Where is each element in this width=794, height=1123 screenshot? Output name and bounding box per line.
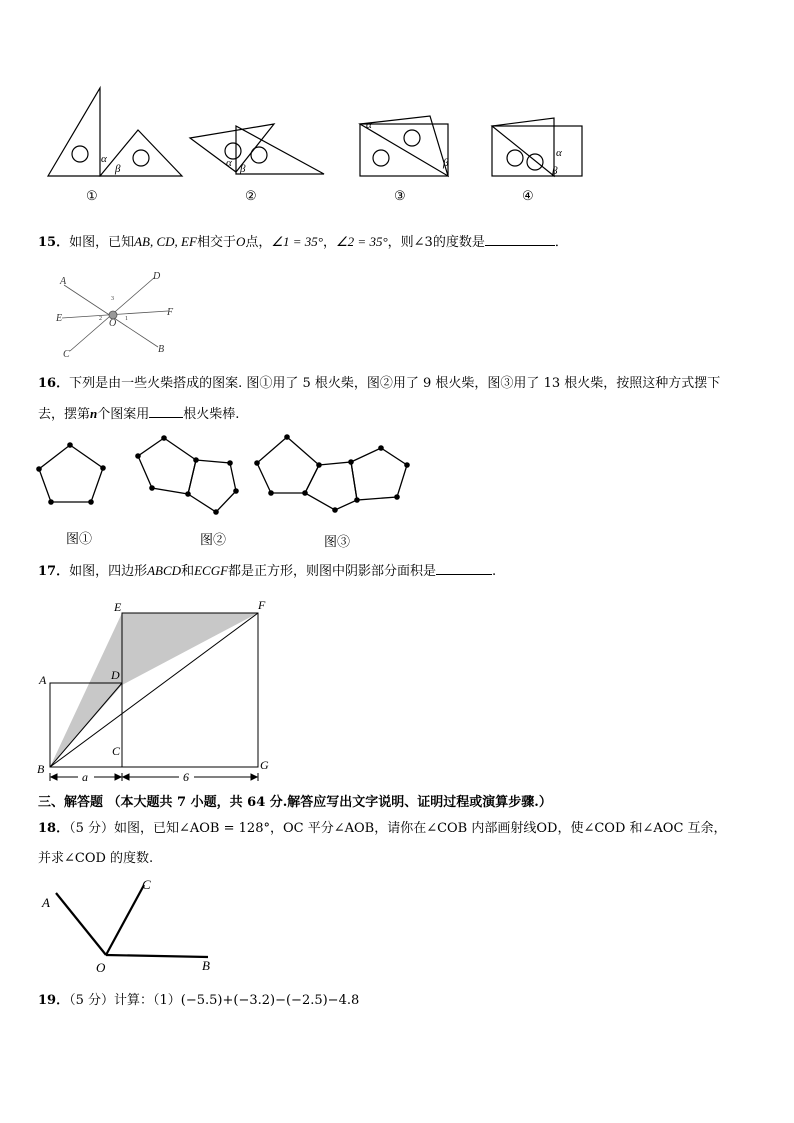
svg-text:F: F — [167, 307, 174, 318]
q17-figure — [34, 595, 284, 787]
svg-text:A: A — [39, 673, 47, 687]
q14-label-3: ③ — [394, 188, 406, 203]
q15-text: 15．如图，已知AB, CD, EF相交于O点，∠1 = 35°，∠2 = 35°，则∠3的度数是 ． — [38, 234, 568, 250]
q14-fig3-alpha: α — [366, 119, 372, 131]
svg-text:B: B — [202, 958, 210, 973]
q14-fig1-triangle-b — [100, 130, 182, 176]
svg-text:3: 3 — [111, 296, 114, 302]
q16-caption-2: 图② — [200, 532, 227, 547]
q14-label-2: ② — [245, 188, 257, 203]
q14-fig1-triangle-a — [48, 88, 100, 176]
q14-figures — [40, 80, 600, 208]
svg-text:O: O — [109, 318, 117, 329]
svg-text:a: a — [82, 770, 88, 784]
svg-text:C: C — [112, 744, 121, 758]
q16-figures — [30, 430, 420, 555]
q16-number: 16． — [38, 376, 70, 391]
q14-fig1-alpha: α — [101, 153, 107, 165]
q18-number: 18． — [38, 821, 70, 836]
q14-fig3-triangle — [360, 116, 448, 176]
q19-text: 19．（5 分）计算：（1）(−5.5)+(−3.2)−(−2.5)−4.8 — [38, 993, 360, 1008]
svg-text:F: F — [258, 598, 266, 612]
q14-label-4: ④ — [522, 188, 534, 203]
q16-answer-blank[interactable] — [149, 405, 183, 418]
svg-text:A: A — [60, 276, 67, 287]
q16-line-2: 去，摆第n个图案用 根火柴棒. — [38, 406, 240, 422]
q14-fig2-triangle-b — [236, 126, 324, 174]
q15-number: 15． — [38, 235, 70, 250]
svg-text:E: E — [56, 313, 63, 324]
svg-text:O: O — [96, 960, 106, 975]
svg-text:B: B — [158, 344, 165, 355]
q18-line-2: 并求∠COD 的度数. — [38, 851, 154, 866]
q15-figure — [50, 265, 185, 360]
svg-text:G: G — [260, 758, 269, 772]
section-3-heading: 三、解答题 （本大题共 7 小题，共 64 分.解答应写出文字说明、证明过程或演算步骤.） — [38, 795, 552, 810]
q14-fig3-beta: β — [443, 157, 449, 169]
q14-label-1: ① — [86, 188, 98, 203]
svg-text:C: C — [142, 877, 151, 892]
q14-fig2-beta: β — [240, 163, 246, 175]
q19-number: 19． — [38, 993, 70, 1008]
q14-fig1-beta: β — [115, 163, 121, 175]
q16-caption-3: 图③ — [324, 534, 351, 549]
svg-text:A: A — [42, 895, 50, 910]
svg-text:B: B — [37, 762, 45, 776]
q17-answer-blank[interactable] — [436, 562, 492, 575]
svg-text:D: D — [111, 668, 120, 682]
q14-fig2-alpha: α — [226, 157, 232, 169]
svg-text:D: D — [153, 271, 161, 282]
svg-text:1: 1 — [125, 316, 128, 322]
q14-fig2-triangle-a — [190, 124, 274, 172]
q14-fig4-beta: β — [552, 165, 558, 177]
q14-fig4-rect — [492, 126, 582, 176]
svg-text:C: C — [63, 349, 70, 360]
q14-fig4-alpha: α — [556, 147, 562, 159]
svg-text:6: 6 — [183, 770, 189, 784]
q17-number: 17． — [38, 564, 70, 579]
svg-text:E: E — [114, 600, 122, 614]
q17-text: 17．如图，四边形ABCD和ECGF都是正方形，则图中阴影部分面积是 . — [38, 563, 497, 579]
q14-fig4-triangle — [492, 118, 554, 176]
q18-line-1: 18．（5 分）如图，已知∠AOB = 128°，OC 平分∠AOB，请你在∠COB 内部画射线OD，使∠COD 和∠AOC 互余， — [38, 821, 727, 836]
svg-text:2: 2 — [99, 316, 102, 322]
q15-answer-blank[interactable] — [485, 233, 555, 246]
q16-line-1: 16．下列是由一些火柴搭成的图案. 图①用了 5 根火柴，图②用了 9 根火柴，图③用了 13 根火柴，按照这种方式摆下 — [38, 376, 721, 391]
q18-figure — [36, 875, 226, 975]
q16-caption-1: 图① — [66, 531, 93, 546]
